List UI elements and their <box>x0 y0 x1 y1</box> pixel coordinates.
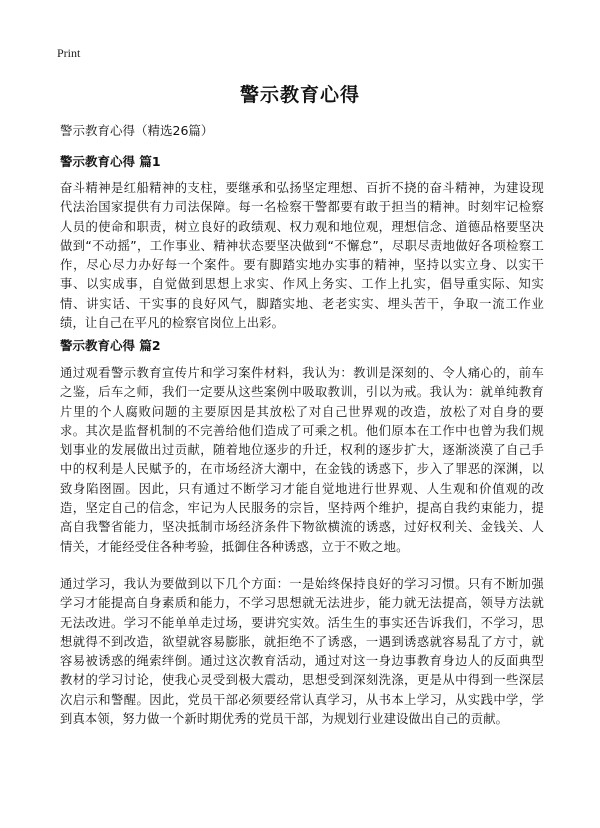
document-subtitle: 警示教育心得（精选26篇） <box>60 123 214 138</box>
document-title: 警示教育心得 <box>239 84 360 106</box>
section-heading-2: 警示教育心得 篇2 <box>60 338 161 353</box>
section-heading-1: 警示教育心得 篇1 <box>60 154 161 169</box>
section-2-paragraph-1: 通过观看警示教育宣传片和学习案件材料，我认为：教训是深刻的、令人痛心的，前车之鉴，后车之师，我们一定要从这些案例中吸取教训，引以为戒。我认为：就单纯教育片里的个人腐败问题的主要原因是其放松了对自己世界观的改造，放松了对自身的要求。其次是监督机制的不完善给他们造成了可乘之机。他们原本在工作中也曾为我们规划事业的发展做出过贡献，随着地位逐步的升迁，权利的逐步扩大，逐渐淡漠了自己手中的权利是人民赋予的，在市场经济大潮中，在金钱的诱惑下，步入了罪恶的深渊，以致身陷囹圄。因此，只有通过不断学习才能自觉地进行世界观、人生观和价值观的改造，坚定自己的信念，牢记为人民服务的宗旨，坚持两个维护，提高自我约束能力，提高自我警省能力，坚决抵制市场经济条件下物欲横流的诱惑，过好权利关、金钱关、人情关，才能经受住各种考验，抵御住各种诱惑，立于不败之地。 <box>60 366 544 554</box>
print-label: Print <box>57 46 81 60</box>
section-1-paragraph-1: 奋斗精神是红船精神的支柱，要继承和弘扬坚定理想、百折不挠的奋斗精神，为建设现代法治国家提供有力司法保障。每一名检察干警都要有敢于担当的精神。时刻牢记检察人员的使命和职责，树立良好的政绩观、权力观和地位观，理想信念、道德品格要坚决做到“不动摇”，工作事业、精神状态要坚决做到“不懈怠”，尽职尽责地做好各项检察工作，尽心尽力办好每一个案件。要有脚踏实地办实事的精神，坚持以实立身、以实干事、以实成事，自觉做到思想上求实、作风上务实、工作上扎实，倡导重实际、知实情、讲实话、干实事的良好风气，脚踏实地、老老实实、埋头苦干，争取一流工作业绩，让自己在平凡的检察官岗位上出彩。 <box>60 181 544 331</box>
section-2-paragraph-2: 通过学习，我认为要做到以下几个方面：一是始终保持良好的学习习惯。只有不断加强学习才能提高自身素质和能力，不学习思想就无法进步，能力就无法提高，领导方法就无法改进。学习不能单单走过场，要讲究实效。活生生的事实还告诉我们，不学习，思想就得不到改造，欲望就容易膨胀，就拒绝不了诱惑，一遇到诱惑就容易乱了方寸，就容易被诱惑的绳索绊倒。通过这次教育活动，通过对这一身边事教育身边人的反面典型教材的学习讨论，使我心灵受到极大震动，思想受到深刻洗涤，更是从中得到一些深层次启示和警醒。因此，党员干部必须要经常认真学习，从书本上学习，从实践中学，学到真本领，努力做一个新时期优秀的党员干部，为规划行业建设做出自己的贡献。 <box>60 577 544 727</box>
